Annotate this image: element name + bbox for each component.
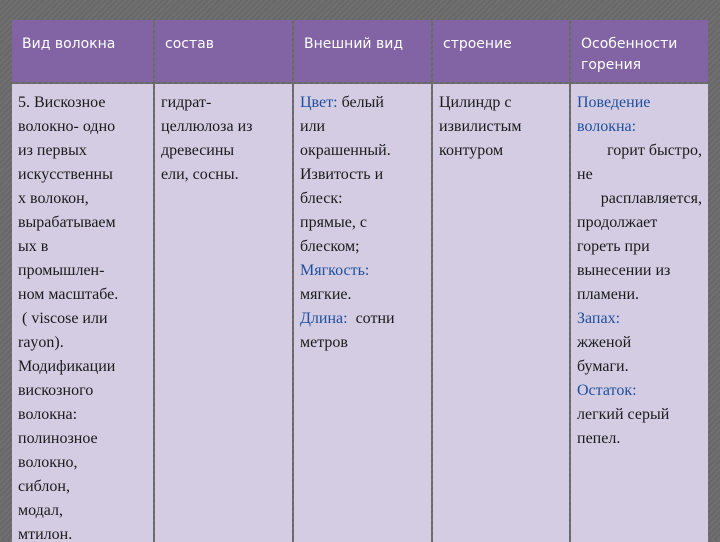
residue-line: легкий серый [577, 406, 670, 423]
fiber-line: мтилон. [18, 526, 73, 542]
header-appearance: Внешний вид [294, 20, 431, 82]
fiber-line: модал, [18, 502, 64, 519]
behavior-line: пламени. [577, 286, 639, 303]
appearance-length-line [300, 307, 427, 331]
cell-fiber-type [12, 84, 153, 542]
header-fiber-type: Вид волокна [12, 20, 153, 82]
fiber-line: сиблон, [18, 478, 70, 495]
behavior-line: горит быстро, [607, 142, 702, 159]
softness-value: мягкие. [300, 286, 352, 303]
composition-line: древесины [161, 142, 235, 159]
softness-label: Мягкость: [300, 262, 370, 279]
fiber-line: искусственны [18, 166, 113, 183]
cell-composition [155, 84, 292, 542]
appearance-line: прямые, с [300, 214, 367, 231]
fiber-line: волокна: [18, 406, 78, 423]
smell-line: жженой [577, 334, 632, 351]
behavior-label: Поведение [577, 94, 651, 111]
cell-structure [433, 84, 569, 542]
behavior-line: не [577, 166, 593, 183]
fiber-line: вискозного [18, 382, 94, 399]
appearance-line: блеск: [300, 190, 343, 207]
structure-line: извилистым [439, 118, 522, 135]
fiber-line: ых в [18, 238, 49, 255]
fiber-line: ном масштабе. [18, 286, 119, 303]
composition-line: целлюлоза из [161, 118, 253, 135]
structure-line: контуром [439, 142, 504, 159]
length-value: сотни [347, 310, 395, 327]
composition-line: ели, сосны. [161, 166, 239, 183]
fiber-line: х волокон, [18, 190, 89, 207]
cell-appearance [294, 84, 431, 542]
fiber-line: волокно- одно [18, 118, 116, 135]
color-label: Цвет: [300, 94, 338, 111]
residue-label: Остаток: [577, 382, 637, 399]
fiber-line: промышлен- [18, 262, 105, 279]
composition-line: гидрат- [161, 94, 212, 111]
fiber-line: 5. Вискозное [18, 94, 106, 111]
appearance-line: окрашенный. [300, 142, 391, 159]
appearance-color-line [300, 91, 427, 115]
fiber-line: волокно, [18, 454, 78, 471]
appearance-line: Извитость и [300, 166, 384, 183]
appearance-line: или [300, 118, 326, 135]
smell-line: бумаги. [577, 358, 629, 375]
appearance-line: блеском; [300, 238, 360, 255]
behavior-label: волокна: [577, 118, 637, 135]
cell-burning [571, 84, 708, 542]
residue-line: пепел. [577, 430, 621, 447]
header-structure: строение [433, 20, 569, 82]
fiber-line: полинозное [18, 430, 98, 447]
structure-line: Цилиндр с [439, 94, 512, 111]
fiber-table [12, 20, 708, 540]
header-composition: состав [155, 20, 292, 82]
fiber-line: rayon). [18, 334, 64, 351]
behavior-line: вынесении из [577, 262, 671, 279]
fiber-line: ( viscose или [18, 310, 108, 327]
color-value: белый [337, 94, 384, 111]
behavior-line: продолжает [577, 214, 658, 231]
fiber-line: вырабатываем [18, 214, 116, 231]
behavior-line: гореть при [577, 238, 650, 255]
length-tail: метров [300, 334, 348, 351]
fiber-line: из первых [18, 142, 87, 159]
behavior-line: расплавляется, [600, 190, 702, 207]
length-label: Длина: [300, 310, 348, 327]
fiber-line: Модификации [18, 358, 116, 375]
header-burning: Особенности горения [571, 20, 708, 82]
smell-label: Запах: [577, 310, 621, 327]
